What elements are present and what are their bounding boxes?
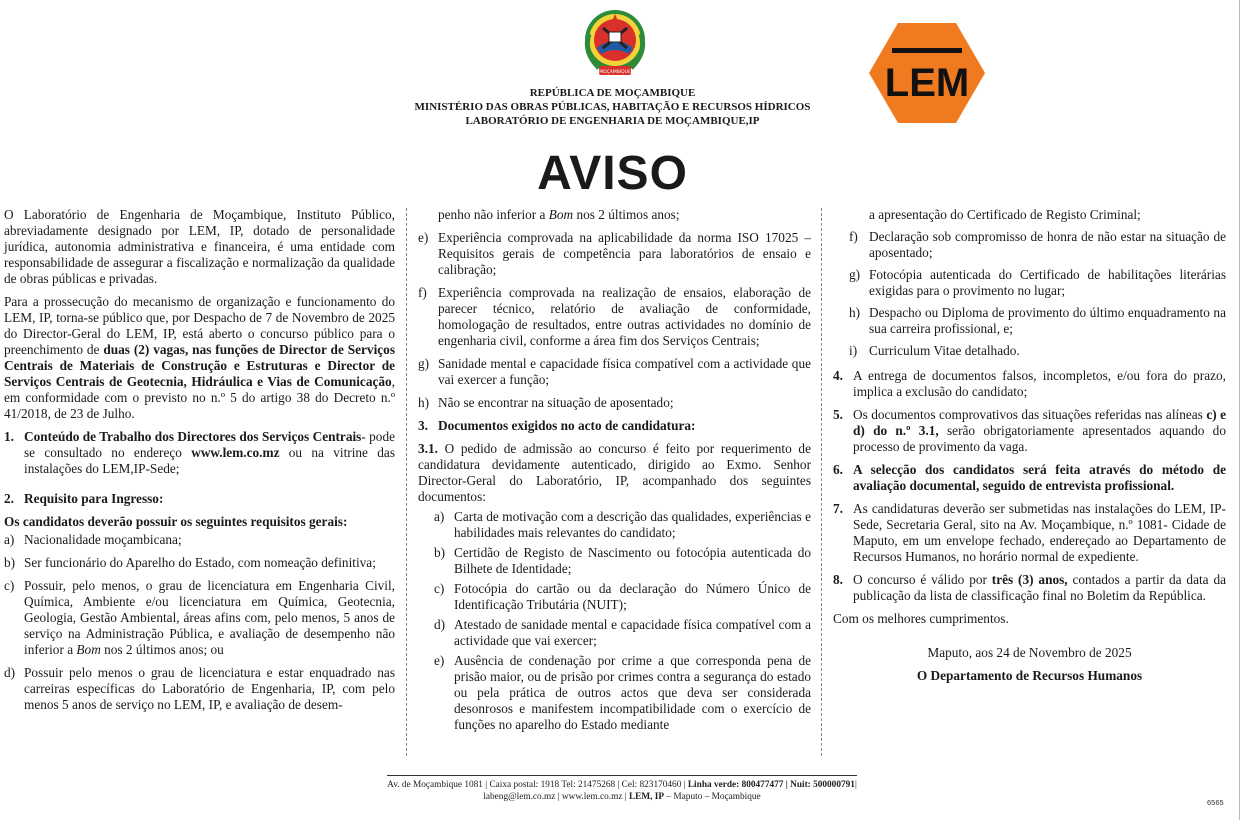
column-3 bbox=[833, 207, 1226, 684]
document-item: b) Certidão de Registo de Nascimento ou fotocópia autenticada do Bilhete de Identidade; bbox=[434, 545, 811, 576]
footer-divider bbox=[387, 775, 857, 776]
list-item: d) Possuir pelo menos o grau de licenciatura e estar enquadrado nas carreiras específicas do Laboratório de Engenharia, IP, com pelo menos 5 anos de serviço no LEM, IP, e avaliação de desem- bbox=[4, 665, 395, 712]
section-6: 6. A selecção dos candidatos será feita através do método de avaliação documental, seguido de entrevista profissional. bbox=[833, 462, 1226, 493]
document-item: f) Declaração sob compromisso de honra de não estar na situação de aposentado; bbox=[849, 229, 1226, 260]
national-emblem-icon bbox=[575, 4, 655, 84]
page-code: 6565 bbox=[1207, 798, 1224, 807]
section-8: 8. O concurso é válido por três (3) anos, contados a partir da data da publicação da lista de classificação final no Boletim da República. bbox=[833, 572, 1226, 603]
section-7: 7. As candidaturas deverão ser submetidas nas instalações do LEM, IP- Sede, Secretaria Geral, sito na Av. Moçambique, n.º 1081- Cidade de Maputo, em um envelope fechado, endereçado ao Departamento de Recursos Humanos, no horário normal de expediente. bbox=[833, 501, 1226, 564]
section-5: 5. Os documentos comprovativos das situações referidas nas alíneas c) e d) do n.º 3.1, serão obrigatoriamente apresentados aquando do processo de provimento da vaga. bbox=[833, 407, 1226, 454]
document-item: i) Curriculum Vitae detalhado. bbox=[849, 343, 1020, 358]
list-item-continued: penho não inferior a Bom nos 2 últimos anos; bbox=[438, 207, 680, 222]
page-title: AVISO bbox=[537, 147, 688, 200]
column-1 bbox=[4, 207, 395, 720]
list-item: f) Experiência comprovada na realização de ensaios, elaboração de parecer técnico, relatório de avaliação de conformidade, homologação de resultados, entre outras actividades no domínio de engenharia civil, conforme a área fim dos Serviços Centrais; bbox=[418, 285, 811, 348]
page-edge bbox=[1239, 0, 1240, 820]
column-divider bbox=[821, 208, 822, 756]
svg-text:MOÇAMBIQUE: MOÇAMBIQUE bbox=[599, 70, 631, 75]
header-laboratory: LABORATÓRIO DE ENGENHARIA DE MOÇAMBIQUE,IP bbox=[465, 115, 760, 127]
document-item: h) Despacho ou Diploma de provimento do último enquadramento na sua carreira profissional, e; bbox=[849, 305, 1226, 336]
announcement-paragraph: Para a prossecução do mecanismo de organização e funcionamento do LEM, IP, torna-se público que, por Despacho de 7 de Novembro de 2025 do Director-Geral do LEM, IP, está aberto o concurso público para o preenchimento de duas (2) vagas, nas funções de Director de Serviços Centrais de Materiais de Construção e Estruturas e Director de Serviços Centrais de Geotecnia, Hidráulica e Vias de Comunicação, em conformidade com o previsto no n.º 5 do artigo 38 do Decreto n.º 41/2018, de 23 de Julho. bbox=[4, 294, 395, 421]
header-ministry: MINISTÉRIO DAS OBRAS PÚBLICAS, HABITAÇÃO E RECURSOS HÍDRICOS bbox=[414, 101, 811, 113]
intro-paragraph: O Laboratório de Engenharia de Moçambique, Instituto Público, abreviadamente designado por LEM, IP, dotado de personalidade jurídica, autonomia administrativa e financeira, é uma entidade com responsabilidade de assegurar a fiscalização e normalização da qualidade de obras públicas e privadas. bbox=[4, 207, 395, 286]
list-item: e) Experiência comprovada na aplicabilidade da norma ISO 17025 – Requisitos gerais de competência para laboratórios de ensaio e calibração; bbox=[418, 230, 811, 277]
footer-contact: Av. de Moçambique 1081 | Caixa postal: 1918 Tel: 21475268 | Cel: 823170460 | Linha verde: 800477477 | Nuit: 500000791| labeng@lem.co.mz | www.lem.co.mz | LEM, IP – Maputo – Moçambique bbox=[387, 780, 857, 802]
place-date: Maputo, aos 24 de Novembro de 2025 bbox=[927, 645, 1132, 660]
institution-header bbox=[370, 86, 855, 128]
logo-text: LEM bbox=[884, 61, 970, 105]
website-link[interactable]: www.lem.co.mz bbox=[191, 445, 280, 460]
section-2-heading: 2. Requisito para Ingresso: bbox=[4, 491, 164, 506]
column-divider bbox=[406, 208, 407, 756]
header-republic: REPÚBLICA DE MOÇAMBIQUE bbox=[529, 87, 696, 99]
document-item-continued: a apresentação do Certificado de Registo Criminal; bbox=[869, 207, 1141, 222]
signature: O Departamento de Recursos Humanos bbox=[916, 668, 1143, 683]
section-3-1: 3.1. O pedido de admissão ao concurso é feito por requerimento de candidatura devidamente autenticado, dirigido ao Exmo. Senhor Director-Geral do Laboratório, IP, acompanhado dos seguintes documentos: bbox=[418, 441, 811, 504]
document-item: d) Atestado de sanidade mental e capacidade física compatível com a actividade que vai exercer; bbox=[434, 617, 811, 648]
lem-logo bbox=[868, 22, 986, 124]
column-2 bbox=[418, 207, 811, 737]
document-item: c) Fotocópia do cartão ou da declaração do Número Único de Identificação Tributária (NUIT); bbox=[434, 581, 811, 612]
requirements-lead: Os candidatos deverão possuir os seguintes requisitos gerais: bbox=[4, 514, 348, 529]
list-item: c) Possuir, pelo menos, o grau de licenciatura em Engenharia Civil, Química, Ambiente e/ou licenciatura em Química, Geotecnia, Geologia, Gestão Ambiental, áreas afins com, pelo menos, 5 anos de serviço na Administração Pública, e avaliação de desempenho não inferior a Bom nos 2 últimos anos; ou bbox=[4, 578, 395, 657]
section-4: 4. A entrega de documentos falsos, incompletos, e/ou fora do prazo, implica a exclusão do candidato; bbox=[833, 368, 1226, 399]
document-item: e) Ausência de condenação por crime a que corresponda pena de prisão maior, ou de prisão por crimes contra a segurança do estado ou pela prática de outros actos que deva ser considerada desonrosos e manifestem incompatibilidade com o exercício de funções no aparelho do Estado mediante bbox=[434, 653, 811, 732]
document-item: g) Fotocópia autenticada do Certificado de habilitações literárias exigidas para o provimento no lugar; bbox=[849, 267, 1226, 298]
list-item: a) Nacionalidade moçambicana; bbox=[4, 532, 182, 547]
list-item: g) Sanidade mental e capacidade física compatível com a actividade que vai exercer a função; bbox=[418, 356, 811, 387]
section-1: 1. Conteúdo de Trabalho dos Directores dos Serviços Centrais- pode se consultado no endereço www.lem.co.mz ou na vitrine das instalações do LEM,IP-Sede; bbox=[4, 429, 395, 476]
closing-text: Com os melhores cumprimentos. bbox=[833, 611, 1009, 626]
section-3-heading: 3. Documentos exigidos no acto de candidatura: bbox=[418, 418, 696, 433]
list-item: b) Ser funcionário do Aparelho do Estado, com nomeação definitiva; bbox=[4, 555, 376, 570]
list-item: h) Não se encontrar na situação de aposentado; bbox=[418, 395, 674, 410]
document-item: a) Carta de motivação com a descrição das qualidades, experiências e habilidades mais relevantes do candidato; bbox=[434, 509, 811, 540]
